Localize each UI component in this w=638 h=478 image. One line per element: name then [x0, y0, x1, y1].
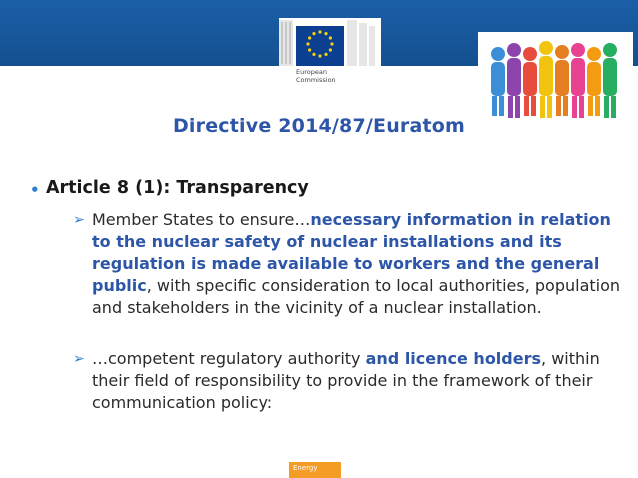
subbullet-2-rest: , within their field of responsibility to provide in the framework of their communication policy:	[92, 349, 600, 412]
bullet-text: Article 8 (1): Transparency	[46, 178, 309, 198]
subbullet-1-rest: , with specific consideration to local authorities, population and stakeholders in the vicinity of a nuclear installation.	[92, 276, 621, 317]
arrow-bullet-icon: ➢	[73, 212, 85, 228]
logo-text	[296, 68, 336, 84]
footer-energy-label: Energy	[289, 462, 341, 478]
arrow-bullet-icon: ➢	[73, 351, 85, 367]
bullet-dot-icon: •	[30, 181, 40, 199]
bullet-article-8	[30, 178, 309, 199]
subbullet-2-highlight: and licence holders	[365, 349, 542, 368]
slide-title: Directive 2014/87/Euratom	[172, 115, 466, 137]
logo-line-1: European	[296, 68, 327, 76]
subbullet-1-intro: Member States to ensure…	[92, 210, 311, 229]
logo-line-2: Commission	[296, 76, 336, 84]
subbullet-2-intro: …competent regulatory authority	[92, 349, 366, 368]
subbullet-member-states	[73, 209, 622, 319]
subbullet-regulatory-authority	[73, 348, 622, 414]
eu-commission-logo-icon	[279, 18, 381, 68]
subbullet-1-highlight: necessary information in relation to the nuclear safety of nuclear installations and its regulation is made available to workers and the general public	[92, 210, 611, 295]
european-commission-logo	[279, 18, 381, 92]
